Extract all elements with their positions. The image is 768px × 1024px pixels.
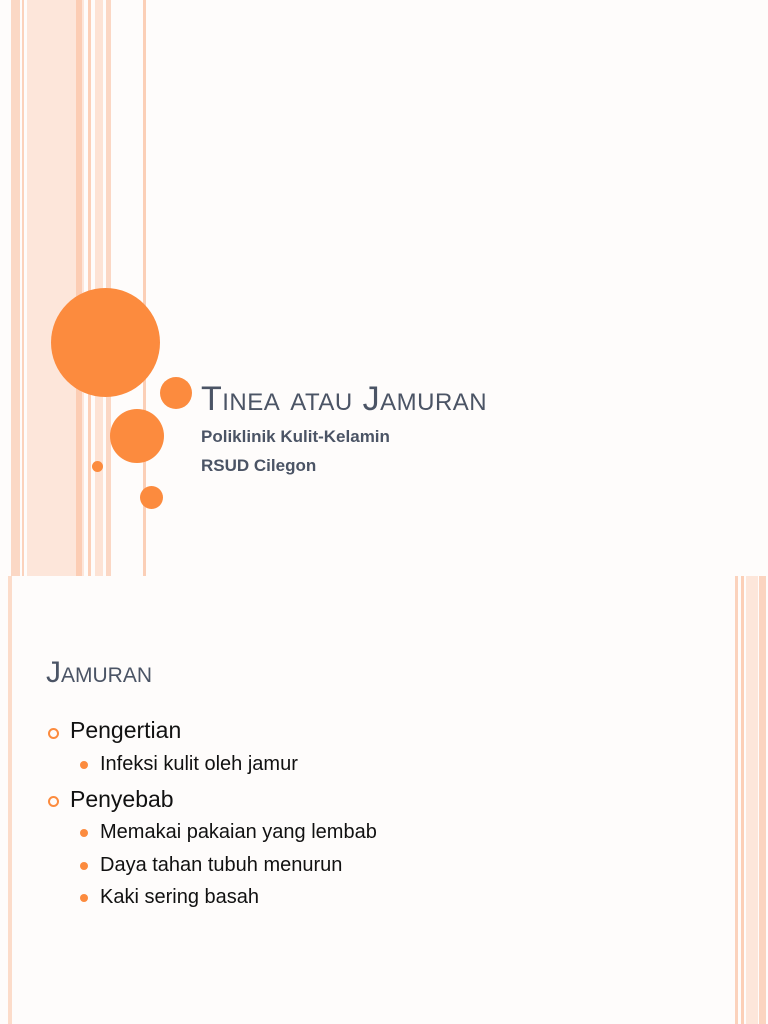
decorative-circle-small xyxy=(160,377,192,409)
ring-bullet-icon xyxy=(48,728,59,739)
dot-bullet-icon xyxy=(80,761,88,769)
dot-bullet-icon xyxy=(80,894,88,902)
decorative-circle-large xyxy=(51,288,160,397)
decorative-stripe xyxy=(22,0,24,576)
subtitle-line: RSUD Cilegon xyxy=(201,456,317,475)
decorative-stripe xyxy=(746,576,758,1024)
decorative-stripe xyxy=(11,0,20,576)
decorative-circle-tiny xyxy=(92,461,103,472)
decorative-stripe xyxy=(735,576,738,1024)
subtitle-line: Poliklinik Kulit-Kelamin xyxy=(201,427,390,446)
list-item: Infeksi kulit oleh jamur xyxy=(100,753,298,775)
ring-bullet-icon xyxy=(48,796,59,807)
decorative-circle-medium xyxy=(110,409,164,463)
dot-bullet-icon xyxy=(80,829,88,837)
decorative-circle-small xyxy=(140,486,163,509)
list-item: Memakai pakaian yang lembab xyxy=(100,821,377,843)
slide-title: Tinea atau Jamuran xyxy=(201,380,488,418)
section-heading: Pengertian xyxy=(70,717,182,743)
content-slide xyxy=(0,576,768,1024)
decorative-stripe xyxy=(759,576,766,1024)
list-item: Daya tahan tubuh menurun xyxy=(100,854,343,876)
slide-title: Jamuran xyxy=(46,656,153,689)
section-heading: Penyebab xyxy=(70,786,174,812)
list-item: Kaki sering basah xyxy=(100,886,259,908)
decorative-stripe xyxy=(8,576,12,1024)
dot-bullet-icon xyxy=(80,862,88,870)
decorative-stripe xyxy=(741,576,744,1024)
decorative-stripe xyxy=(76,0,82,576)
decorative-stripe xyxy=(88,0,91,576)
